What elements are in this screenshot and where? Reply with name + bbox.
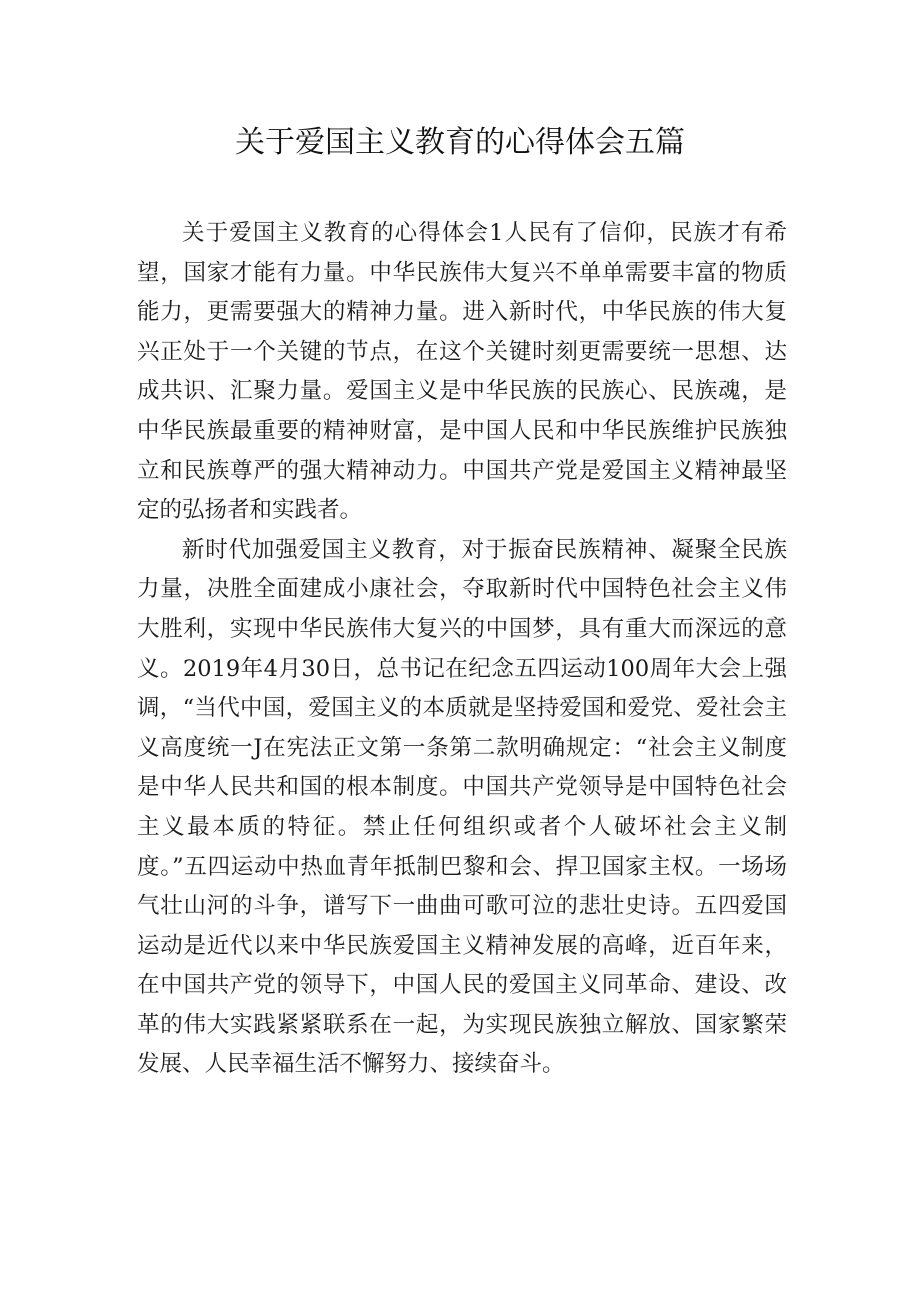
document-body (137, 214, 787, 1085)
document-title: 关于爱国主义教育的心得体会五篇 (235, 125, 685, 160)
paragraph-2: 新时代加强爱国主义教育，对于振奋民族精神、凝聚全民族力量，决胜全面建成小康社会，夺取新时代中国特色社会主义伟大胜利，实现中华民族伟大复兴的中国梦，具有重大而深远的意义。2019年4月30日，总书记在纪念五四运动100周年大会上强调，“当代中国，爱国主义的本质就是坚持爱国和爱党、爱社会主义高度统一J在宪法正文第一条第二款明确规定：“社会主义制度是中华人民共和国的根本制度。中国共产党领导是中国特色社会主义最本质的特征。禁止任何组织或者个人破坏社会主义制度。”五四运动中热血青年抵制巴黎和会、捍卫国家主权。一场场气壮山河的斗争，谱写下一曲曲可歌可泣的悲壮史诗。五四爱国运动是近代以来中华民族爱国主义精神发展的高峰，近百年来，在中国共产党的领导下，中国人民的爱国主义同革命、建设、改革的伟大实践紧紧联系在一起，为实现民族独立解放、国家繁荣发展、人民幸福生活不懈努力、接续奋斗。 (137, 536, 787, 1078)
paragraph-1: 关于爱国主义教育的心得体会1人民有了信仰，民族才有希望，国家才能有力量。中华民族伟大复兴不单单需要丰富的物质能力，更需要强大的精神力量。进入新时代，中华民族的伟大复兴正处于一个关键的节点，在这个关键时刻更需要统一思想、达成共识、汇聚力量。爱国主义是中华民族的民族心、民族魂，是中华民族最重要的精神财富，是中国人民和中华民族维护民族独立和民族尊严的强大精神动力。中国共产党是爱国主义精神最坚定的弘扬者和实践者。 (137, 220, 787, 524)
